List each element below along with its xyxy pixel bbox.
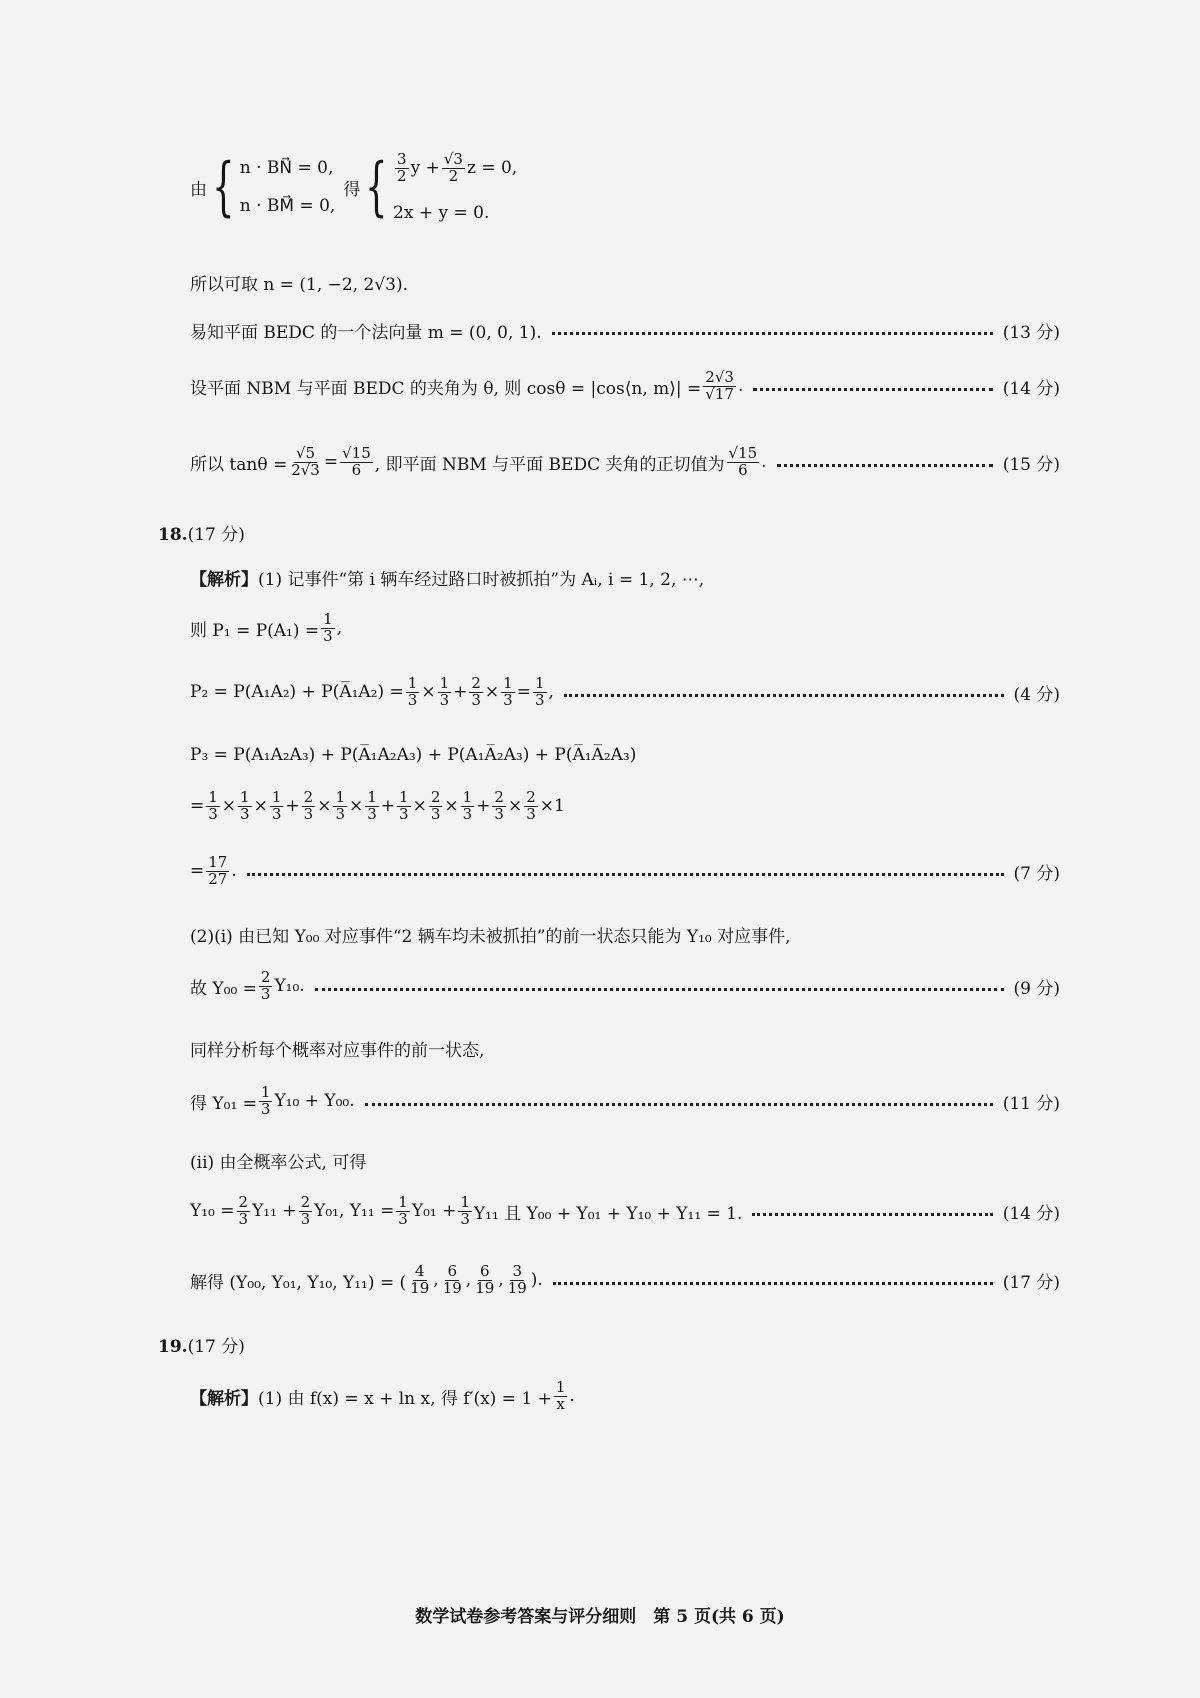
dotted-leader: [552, 332, 993, 335]
q18-part2-ii: (ii) 由全概率公式, 可得: [190, 1153, 367, 1173]
score-15: (15 分): [1002, 454, 1060, 475]
dotted-leader: [315, 988, 1004, 991]
q18-p3-result: = $\frac{17}{27}$ . (7 分): [190, 853, 1060, 888]
score-14: (14 分): [1002, 378, 1060, 399]
q18-analysis: 同样分析每个概率对应事件的前一状态,: [190, 1041, 485, 1061]
left-brace-icon: {: [365, 150, 388, 225]
dotted-leader: [564, 694, 1004, 697]
line-13: 易知平面 BEDC 的一个法向量 m = (0, 0, 1). (13 分): [190, 318, 1060, 343]
line-n-choice: 所以可取 n = (1, −2, 2√3).: [190, 275, 409, 295]
dotted-leader: [777, 464, 993, 467]
system-de: 得: [343, 179, 361, 200]
q18-solution: 解得 (Y₀₀, Y₀₁, Y₁₀, Y₁₁) = ( $\frac{4}{19}$ , $\frac{6}{19}$ , $\frac{6}{19}$ , $\frac{3}{19}$ ). (17 分): [190, 1262, 1060, 1297]
q18-p1: 则 P₁ = P(A₁) = $\frac{1}{3}$ ,: [190, 610, 343, 645]
q18-part2-intro: (2)(i) 由已知 Y₀₀ 对应事件“2 辆车均未被抓拍”的前一状态只能为 Y₁₀ 对应事件,: [190, 927, 791, 947]
left-brace-icon: {: [212, 150, 235, 225]
q18-p3-expand: = $\frac{1}{3}$ × $\frac{1}{3}$ × $\frac{1}{3}$ + $\frac{2}{3}$ × $\frac{1}{3}$ × $\frac{1}{3}$ + $\frac{1}{3}$ × $\frac{2}{3}$ × $\frac{1}{3}$ + $\frac{2}{3}$ × $\frac{2}{3}$ × 1: [190, 788, 565, 823]
dotted-leader: [247, 873, 1004, 876]
dotted-leader: [753, 388, 992, 391]
q18-p2: P₂ = P(A₁A₂) + P(A̅₁A₂) = $\frac{1}{3}$ × $\frac{1}{3}$ + $\frac{2}{3}$ × $\frac{1}{3}$ = $\frac{1}{3}$ , (4 分): [190, 674, 1060, 709]
dotted-leader: [752, 1213, 992, 1216]
question-18-header: 18.(17 分): [158, 525, 245, 545]
score-17: (17 分): [1002, 1272, 1060, 1293]
dotted-leader: [553, 1282, 993, 1285]
system-eq-2: n · BM⃗ = 0,: [239, 196, 336, 217]
system-eq-1: n · BN⃗ = 0,: [239, 158, 334, 179]
score-13: (13 分): [1002, 323, 1060, 343]
score-7: (7 分): [1013, 863, 1060, 884]
line-14: 设平面 NBM 与平面 BEDC 的夹角为 θ, 则 cosθ = |cos⟨n, m⟩| = $\frac{2√3}{√17}$ . (14 分): [190, 368, 1060, 403]
dotted-leader: [365, 1103, 993, 1106]
q18-part1-intro: 【解析】(1) 记事件“第 i 辆车经过路口时被抓拍”为 Aᵢ, i = 1, 2, ⋯,: [190, 570, 705, 590]
q19-part1: 【解析】 (1) 由 f(x) = x + ln x, 得 f′(x) = 1 + $\frac{1}{x}$ .: [190, 1378, 575, 1413]
system-eq-4: 2x + y = 0.: [393, 202, 490, 223]
score-14b: (14 分): [1002, 1203, 1060, 1224]
system-eq-3: $\frac{3}{2}$ y + $\frac{√3}{2}$ z = 0,: [397, 150, 518, 185]
score-11: (11 分): [1002, 1093, 1060, 1114]
equation-system: [190, 152, 1060, 223]
q18-y00: 故 Y₀₀ = $\frac{2}{3}$ Y₁₀. (9 分): [190, 968, 1060, 1003]
q18-system: Y₁₀ = $\frac{2}{3}$ Y₁₁ + $\frac{2}{3}$ Y₀₁, Y₁₁ = $\frac{1}{3}$ Y₀₁ + $\frac{1}{3}$ Y₁₁ 且 Y₀₀ + Y₀₁ + Y₁₀ + Y₁₁ = 1. (14 分): [190, 1193, 1060, 1228]
score-9: (9 分): [1013, 978, 1060, 999]
q18-y01: 得 Y₀₁ = $\frac{1}{3}$ Y₁₀ + Y₀₀. (11 分): [190, 1083, 1060, 1118]
system-lead: 由: [190, 179, 207, 200]
q18-p3-def: P₃ = P(A₁A₂A₃) + P(A̅₁A₂A₃) + P(A₁A̅₂A₃) + P(A̅₁A̅₂A₃): [190, 745, 637, 765]
line-15: 所以 tanθ = $\frac{√5}{2√3}$ = $\frac{√15}{6}$ , 即平面 NBM 与平面 BEDC 夹角的正切值为 $\frac{√15}{6}$ . (15 分): [190, 444, 1060, 479]
page-footer: 数学试卷参考答案与评分细则 第 5 页(共 6 页): [415, 1607, 785, 1627]
score-4: (4 分): [1013, 684, 1060, 705]
question-19-header: 19.(17 分): [158, 1337, 245, 1357]
